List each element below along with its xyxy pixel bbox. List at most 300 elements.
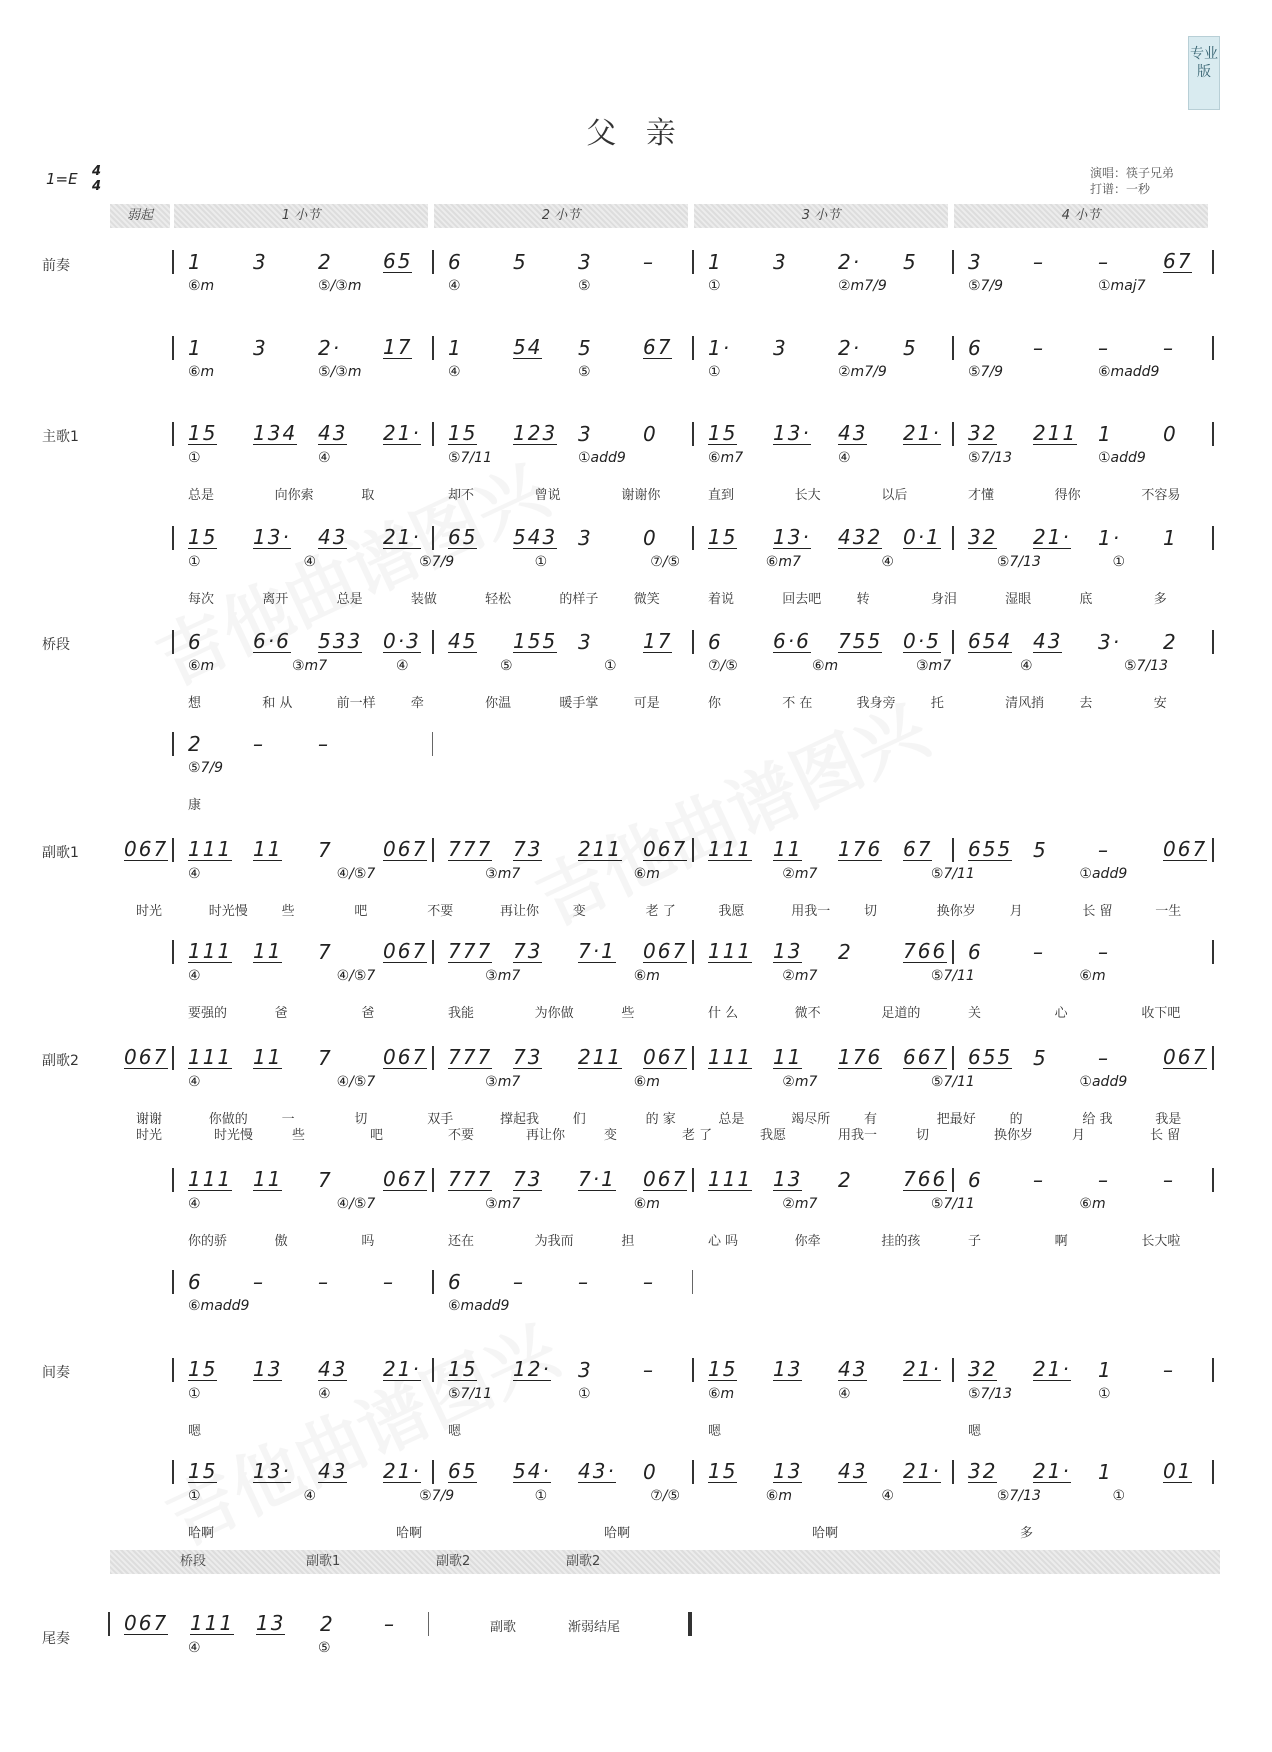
note: 15 [188, 421, 218, 445]
chord-symbol: ① [578, 1386, 591, 1402]
note: 43 [318, 1459, 348, 1483]
roadmap-item: 副歌2 [566, 1554, 601, 1569]
lyric: 我身旁 [856, 696, 896, 711]
lyric: 你的骄 [188, 1234, 228, 1249]
lyric: 和 从 [262, 696, 293, 711]
bar-line [1212, 336, 1214, 360]
note: 73 [513, 1167, 543, 1191]
bar-line [1212, 250, 1214, 274]
note: 1· [1098, 526, 1122, 550]
note: 667 [903, 1045, 948, 1069]
note: 0 [643, 1460, 658, 1484]
note: 67 [1163, 249, 1193, 273]
note: 65 [448, 1459, 478, 1483]
chord-symbol: ④ [396, 658, 409, 674]
chord-symbol: ① [1098, 1386, 1111, 1402]
note: 6 [448, 1270, 463, 1294]
chord-symbol: ④ [448, 364, 461, 380]
note: – [513, 1270, 525, 1294]
note: 21· [1033, 1357, 1071, 1381]
note: 15 [708, 525, 738, 549]
note: 3 [578, 250, 593, 274]
lyric: 湿眼 [1005, 592, 1032, 607]
note: 73 [513, 939, 543, 963]
lyric: 去 [1079, 696, 1093, 711]
lyric: 哈啊 [396, 1526, 423, 1541]
bar-line [172, 526, 174, 550]
note: 067 [643, 837, 688, 861]
lyric: 月 [1009, 904, 1023, 919]
bar-header-2: 2 小节 [434, 204, 688, 228]
lyric: 向你索 [274, 488, 314, 503]
lyric: 牵 [410, 696, 424, 711]
chord-symbol: ⑤7/13 [1124, 658, 1168, 674]
bar-line [172, 630, 174, 654]
note: 21· [383, 1357, 421, 1381]
note: 54 [513, 335, 543, 359]
bar-line [172, 1168, 174, 1192]
chord-symbol: ⑤7/13 [968, 450, 1012, 466]
chord-symbol: ⑥madd9 [448, 1298, 510, 1314]
note: – [318, 1270, 330, 1294]
note: 211 [578, 837, 623, 861]
bar-line [172, 1270, 174, 1294]
lyric: 不要 [448, 1128, 475, 1143]
note: 111 [708, 939, 753, 963]
chord-symbol: ⑥madd9 [1098, 364, 1160, 380]
chord-symbol: ④/⑤7 [336, 1196, 376, 1212]
lyric: 一生 [1155, 904, 1182, 919]
chord-symbol: ④ [318, 450, 331, 466]
lyric: 多 [1153, 592, 1167, 607]
lyric: 给 我 [1082, 1112, 1113, 1127]
note: 067 [643, 1045, 688, 1069]
note: 2· [838, 336, 862, 360]
note: 432 [838, 525, 883, 549]
lyric: 安 [1153, 696, 1167, 711]
note: 11 [253, 1167, 283, 1191]
bar-line [952, 422, 954, 446]
note: 73 [513, 837, 543, 861]
note: 13 [773, 939, 803, 963]
lyric: 月 [1072, 1128, 1086, 1143]
chord-symbol: ① [534, 554, 548, 570]
note: 3 [578, 630, 593, 654]
bar-line [692, 526, 694, 550]
chord-symbol: ⑤7/11 [448, 1386, 492, 1402]
lyric: 还在 [448, 1234, 475, 1249]
lyric: 你做的 [208, 1112, 248, 1127]
note: 13 [773, 1167, 803, 1191]
note: 777 [448, 939, 493, 963]
note: 32 [968, 525, 998, 549]
note: 13· [773, 421, 811, 445]
note: 1 [1098, 1358, 1113, 1382]
note: 1 [1098, 422, 1113, 446]
chord-symbol: ⑥m [633, 1196, 660, 1212]
bar-line [692, 250, 694, 274]
lyric: 哈啊 [188, 1526, 215, 1541]
note: 111 [190, 1611, 235, 1635]
note: – [643, 250, 655, 274]
note: 43 [838, 1357, 868, 1381]
lyric: 爸 [274, 1006, 288, 1021]
note: 15 [188, 1459, 218, 1483]
lyric: 老 了 [645, 904, 676, 919]
bar-line [692, 336, 694, 360]
bar-line [1212, 940, 1214, 964]
chord-symbol: ⑥m [633, 1074, 660, 1090]
lyric: 不容易 [1141, 488, 1181, 503]
note: 32 [968, 421, 998, 445]
note: 1 [448, 336, 463, 360]
lyric: 吗 [361, 1234, 375, 1249]
bar-line [952, 630, 954, 654]
lyric: 为我而 [534, 1234, 574, 1249]
chord-symbol: ⑥m [765, 1488, 792, 1504]
lyric: 总是 [718, 1112, 745, 1127]
lyric: 爸 [361, 1006, 375, 1021]
note: – [1033, 250, 1045, 274]
note: 5 [1033, 1046, 1048, 1070]
note: 73 [513, 1045, 543, 1069]
bar-header-3: 3 小节 [694, 204, 948, 228]
chord-symbol: ③m7 [485, 1074, 521, 1090]
song-title: 父 亲 [586, 116, 686, 151]
bar-line [952, 940, 954, 964]
lyric: 才懂 [968, 488, 995, 503]
chord-symbol: ⑤7/11 [930, 968, 975, 984]
bar-line [952, 336, 954, 360]
bar-line [172, 1046, 174, 1070]
note: 6 [188, 630, 203, 654]
note: – [318, 732, 330, 756]
note: 13· [253, 1459, 291, 1483]
note: 21· [383, 1459, 421, 1483]
note: 7 [318, 940, 333, 964]
note: 6·6 [253, 629, 291, 653]
lyric: 些 [621, 1006, 635, 1021]
note: 7 [318, 1168, 333, 1192]
bar-header-4: 4 小节 [954, 204, 1208, 228]
note: 0 [643, 422, 658, 446]
note: 766 [903, 939, 948, 963]
note: 111 [708, 1045, 753, 1069]
note: – [1098, 838, 1110, 862]
bar-line [172, 336, 174, 360]
note: 5 [903, 336, 918, 360]
bar-line [432, 838, 434, 862]
lyric: 变 [604, 1128, 618, 1143]
note: 2 [838, 1168, 853, 1192]
note: – [383, 1270, 395, 1294]
chord-symbol: ⑥m [1079, 968, 1106, 984]
lyric: 哈啊 [604, 1526, 631, 1541]
lyric: 嗯 [968, 1424, 982, 1439]
lyric: 你温 [485, 696, 512, 711]
chord-symbol: ①add9 [1079, 866, 1128, 882]
lyric: 换你岁 [936, 904, 976, 919]
lyric: 谢谢你 [621, 488, 661, 503]
chord-symbol: ②m7 [782, 968, 818, 984]
lyric: 托 [930, 696, 944, 711]
lyric: 回去吧 [782, 592, 822, 607]
note: – [1098, 250, 1110, 274]
chord-symbol: ① [708, 278, 721, 294]
note: 067 [1163, 1045, 1208, 1069]
chord-symbol: ⑥m7 [708, 450, 744, 466]
note: 7·1 [578, 1167, 616, 1191]
bar-line [692, 630, 694, 654]
lyric: 长 留 [1082, 904, 1113, 919]
lyric: 时光 [136, 1128, 163, 1143]
note: 0·1 [903, 525, 941, 549]
chord-symbol: ⑤/③m [318, 278, 362, 294]
lyric: 用我一 [791, 904, 831, 919]
note: 111 [708, 1167, 753, 1191]
lyric: 老 了 [682, 1128, 713, 1143]
chord-symbol: ⑥m [188, 278, 215, 294]
chord-symbol: ②m7 [782, 1074, 818, 1090]
bar-line [692, 838, 694, 862]
note: 13· [773, 525, 811, 549]
note: 111 [708, 837, 753, 861]
bar-line [1212, 422, 1214, 446]
chord-symbol: ⑦/⑤ [708, 658, 738, 674]
note: 6 [448, 250, 463, 274]
lyric: 再让你 [526, 1128, 566, 1143]
lyric: 长 留 [1150, 1128, 1181, 1143]
note: 134 [253, 421, 298, 445]
chord-symbol: ①add9 [578, 450, 626, 466]
note: 21· [903, 421, 941, 445]
note: 5 [903, 250, 918, 274]
lyric: 的 [1009, 1112, 1023, 1127]
chord-symbol: ④ [303, 1488, 317, 1504]
bar-line [1212, 526, 1214, 550]
chord-symbol: ⑤7/9 [968, 364, 1004, 380]
note: 6 [968, 940, 983, 964]
chord-symbol: ④ [188, 1196, 201, 1212]
lyric: 为你做 [534, 1006, 574, 1021]
note: 3· [1098, 630, 1122, 654]
chord: ⑤ [318, 1640, 331, 1656]
chord-symbol: ⑥m [188, 364, 215, 380]
note: 1 [1163, 526, 1178, 550]
chord-symbol: ① [188, 554, 201, 570]
lyric: 啊 [1054, 1234, 1068, 1249]
lyric: 轻松 [485, 592, 512, 607]
note: 655 [968, 837, 1013, 861]
note: 1 [188, 250, 203, 274]
note: – [1163, 336, 1175, 360]
lyric: 多 [1020, 1526, 1034, 1541]
section-label-chorus1: 副歌1 [42, 845, 79, 861]
note: 6 [708, 630, 723, 654]
lyric: 嗯 [448, 1424, 462, 1439]
key-signature: 1=E [46, 170, 78, 188]
lyric: 心 吗 [708, 1234, 739, 1249]
lyric: 取 [361, 488, 375, 503]
note: 12· [513, 1357, 551, 1381]
note: – [643, 1270, 655, 1294]
lyric: 我愿 [760, 1128, 787, 1143]
lyric: 着说 [708, 592, 735, 607]
note: 067 [383, 837, 428, 861]
note: 7 [318, 1046, 333, 1070]
note: – [1033, 1168, 1045, 1192]
lyric: 曾说 [534, 488, 561, 503]
lyric: 一 [281, 1112, 295, 1127]
chord-symbol: ④/⑤7 [336, 1074, 376, 1090]
roadmap-bar [110, 1550, 1220, 1574]
lyric: 换你岁 [994, 1128, 1034, 1143]
chord-symbol: ⑥m [633, 866, 660, 882]
roadmap-item: 副歌2 [436, 1554, 471, 1569]
note: – [384, 1612, 396, 1636]
note: – [1033, 336, 1045, 360]
roadmap-item: 副歌1 [306, 1554, 341, 1569]
lyric: 每次 [188, 592, 215, 607]
note: 43 [318, 1357, 348, 1381]
chord-symbol: ① [188, 1386, 201, 1402]
note: 15 [708, 1459, 738, 1483]
chord-symbol: ④ [303, 554, 317, 570]
bar-line [952, 1046, 954, 1070]
note: 067 [383, 939, 428, 963]
note: 15 [188, 525, 218, 549]
note: 43 [838, 421, 868, 445]
chord-symbol: ① [708, 364, 721, 380]
section-label-outro: 尾奏 [42, 1631, 70, 1647]
bar-line [952, 838, 954, 862]
lyric: 转 [856, 592, 870, 607]
lyric: 时光慢 [214, 1128, 254, 1143]
note: 43 [318, 525, 348, 549]
note: 3 [773, 250, 788, 274]
bar-line [432, 1168, 434, 1192]
lyric: 什 么 [708, 1006, 739, 1021]
note: 67 [643, 335, 673, 359]
arranger: 打谱：一秒 [1090, 182, 1151, 196]
lyric: 你 [708, 696, 722, 711]
bar-line [432, 1270, 434, 1294]
bar-line [692, 1046, 694, 1070]
bar-line [1212, 1358, 1214, 1382]
chord-symbol: ②m7/9 [838, 364, 887, 380]
note: 211 [578, 1045, 623, 1069]
chord-symbol: ⑤7/11 [448, 450, 492, 466]
note: 0·5 [903, 629, 941, 653]
chord-symbol: ⑤7/9 [419, 1488, 455, 1504]
note: 1· [708, 336, 732, 360]
section-label-verse1: 主歌1 [42, 429, 79, 445]
lyric: 心 [1054, 1006, 1068, 1021]
lyric: 长大啦 [1141, 1234, 1181, 1249]
chord-symbol: ⑤7/11 [930, 1074, 975, 1090]
note: 54· [513, 1459, 551, 1483]
note: 13· [253, 525, 291, 549]
chord-symbol: ④ [188, 866, 201, 882]
lyric: 清风捎 [1005, 696, 1045, 711]
lyric: 些 [292, 1128, 306, 1143]
bar-line [172, 732, 174, 756]
note: 32 [968, 1357, 998, 1381]
note: 3 [578, 526, 593, 550]
lyric: 吧 [370, 1128, 384, 1143]
note: 15 [448, 421, 478, 445]
chord-symbol: ②m7 [782, 866, 818, 882]
note: 21· [1033, 525, 1071, 549]
lyric: 的 家 [645, 1112, 676, 1127]
note: 067 [1163, 837, 1208, 861]
note: 067 [643, 1167, 688, 1191]
lyric: 得你 [1054, 488, 1081, 503]
bar-line [1212, 1168, 1214, 1192]
note: 6 [188, 1270, 203, 1294]
note: 067 [124, 837, 169, 861]
lyric: 微不 [794, 1006, 821, 1021]
note: 655 [968, 1045, 1013, 1069]
note: 1 [1098, 1460, 1113, 1484]
note: – [253, 1270, 265, 1294]
note: 01 [1163, 1459, 1193, 1483]
section-label-intro: 前奏 [42, 258, 70, 274]
note: – [1033, 940, 1045, 964]
note: 5 [513, 250, 528, 274]
section-label-interlude: 间奏 [42, 1365, 70, 1381]
note: 123 [513, 421, 558, 445]
chord-symbol: ③m7 [485, 968, 521, 984]
note: 67 [903, 837, 933, 861]
chord-symbol: ④ [448, 278, 461, 294]
bar-line [952, 1168, 954, 1192]
bar-line [692, 1358, 694, 1382]
note: – [1098, 1046, 1110, 1070]
chord-symbol: ④ [838, 450, 851, 466]
chord-symbol: ③m7 [916, 658, 952, 674]
bar-line [692, 1460, 694, 1484]
note: 6 [968, 336, 983, 360]
note: – [253, 732, 265, 756]
note: 067 [643, 939, 688, 963]
lyric: 切 [916, 1128, 930, 1143]
note: 777 [448, 1167, 493, 1191]
note: 111 [188, 1167, 233, 1191]
note: – [1163, 1358, 1175, 1382]
note: 2 [838, 940, 853, 964]
bar-line [952, 250, 954, 274]
note: 654 [968, 629, 1013, 653]
chord-symbol: ⑥m [633, 968, 660, 984]
chord-symbol: ⑤7/11 [930, 866, 975, 882]
lyric: 想 [188, 696, 202, 711]
note: 155 [513, 629, 558, 653]
note: 13 [773, 1357, 803, 1381]
singer: 演唱：筷子兄弟 [1090, 166, 1175, 180]
meter-bottom: 4 [92, 179, 102, 194]
lyric: 却不 [448, 488, 475, 503]
lyric: 嗯 [188, 1424, 202, 1439]
chord-symbol: ⑤/③m [318, 364, 362, 380]
section-label-chorus2: 副歌2 [42, 1053, 79, 1069]
note: 45 [448, 629, 478, 653]
note: 15 [708, 421, 738, 445]
lyric: 总是 [188, 488, 215, 503]
lyric: 你牵 [794, 1234, 821, 1249]
bar-line [432, 250, 434, 274]
lyric: 嗯 [708, 1424, 722, 1439]
